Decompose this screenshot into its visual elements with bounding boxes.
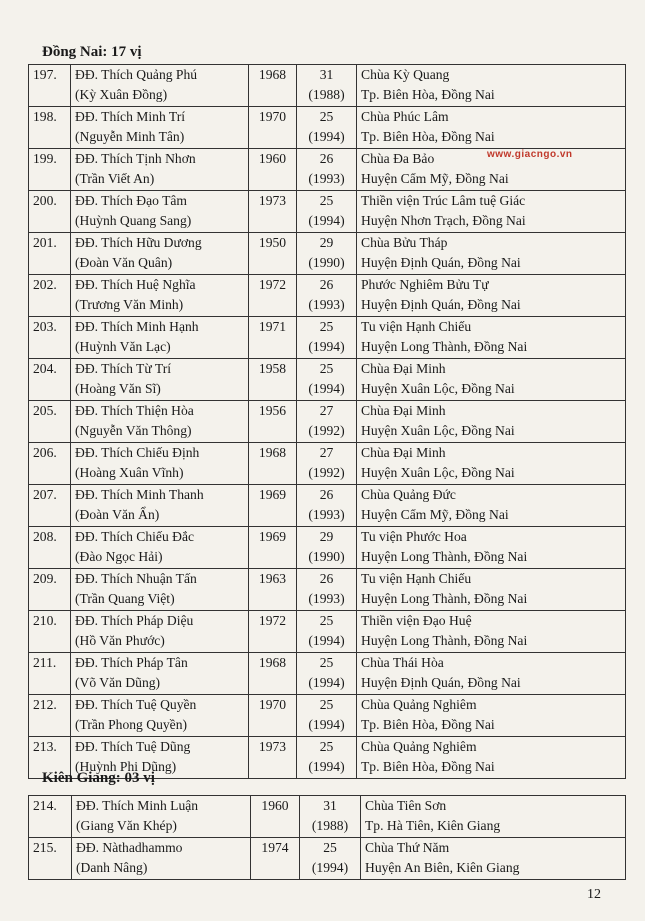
table-row (29, 358, 626, 400)
birth-year: 1972 (258, 276, 287, 292)
vassa-cell (297, 736, 357, 778)
name-cell (71, 526, 249, 568)
row-number: 201. (33, 234, 57, 250)
vassa-year: (1990) (308, 548, 345, 564)
vassa-year: (1994) (308, 632, 345, 648)
temple-name: Thiền viện Đạo Huệ (361, 612, 472, 628)
temple-location: Huyện Cẩm Mỹ, Đồng Nai (361, 170, 509, 186)
vassa-count: 25 (319, 108, 334, 124)
temple-location: Huyện Long Thành, Đồng Nai (361, 338, 528, 354)
vassa-count: 27 (319, 444, 334, 460)
vassa-cell (297, 526, 357, 568)
name-cell (71, 358, 249, 400)
vassa-year: (1994) (311, 860, 349, 875)
temple-location: Huyện An Biên, Kiên Giang (365, 860, 520, 875)
vassa-count: 25 (319, 612, 334, 628)
monk-name: ĐĐ. Thích Nhuận Tấn (75, 570, 197, 586)
temple-cell (357, 736, 626, 778)
temple-cell (357, 484, 626, 526)
row-number: 208. (33, 528, 57, 544)
temple-name: Chùa Quảng Đức (361, 486, 456, 502)
idx-cell (29, 610, 71, 652)
table-row (29, 652, 626, 694)
temple-name: Thiền viện Trúc Lâm tuệ Giác (361, 192, 526, 208)
header-spacer-cell (357, 44, 626, 64)
vassa-count: 31 (319, 66, 334, 82)
watermark: www.giacngo.vn (487, 149, 573, 160)
name-cell (71, 568, 249, 610)
vassa-year: (1994) (308, 128, 345, 144)
lay-name: (Đoàn Văn Quân) (75, 254, 173, 270)
birth-year: 1970 (258, 696, 287, 712)
monk-name: ĐĐ. Thích Minh Trí (75, 108, 186, 124)
monk-name: ĐĐ. Thích Minh Luận (76, 798, 199, 813)
idx-cell (29, 694, 71, 736)
temple-location: Huyện Định Quán, Đồng Nai (361, 254, 521, 270)
monk-name: ĐĐ. Thích Tịnh Nhơn (75, 150, 196, 166)
temple-location: Tp. Biên Hòa, Đồng Nai (361, 716, 495, 732)
table-row (29, 442, 626, 484)
lay-name: (Giang Văn Khép) (76, 818, 177, 833)
vassa-count: 26 (319, 570, 334, 586)
temple-location: Huyện Định Quán, Đồng Nai (361, 296, 521, 312)
birth-year: 1973 (258, 192, 287, 208)
temple-location: Huyện Nhơn Trạch, Đồng Nai (361, 212, 526, 228)
vassa-year: (1994) (308, 212, 345, 228)
row-number: 214. (33, 798, 57, 813)
table-row (29, 526, 626, 568)
vassa-year: (1988) (308, 86, 345, 102)
temple-name: Tu viện Hạnh Chiếu (361, 318, 472, 334)
idx-cell (29, 652, 71, 694)
idx-cell (29, 316, 71, 358)
birth-year: 1968 (258, 654, 287, 670)
name-cell (71, 610, 249, 652)
vassa-cell (297, 316, 357, 358)
vassa-cell (297, 442, 357, 484)
vassa-cell (297, 106, 357, 148)
temple-location: Huyện Cẩm Mỹ, Đồng Nai (361, 506, 509, 522)
birth-year: 1963 (258, 570, 287, 586)
temple-cell (357, 316, 626, 358)
header-spacer-cell (249, 44, 297, 64)
year-cell (249, 148, 297, 190)
lay-name: (Huỳnh Văn Lạc) (75, 338, 171, 354)
temple-location: Huyện Xuân Lộc, Đồng Nai (361, 422, 515, 438)
vassa-count: 25 (319, 738, 334, 754)
name-cell (71, 64, 249, 106)
year-cell (251, 838, 300, 880)
temple-name: Chùa Thứ Năm (365, 840, 450, 855)
birth-year: 1960 (261, 798, 289, 813)
birth-year: 1958 (258, 360, 287, 376)
temple-cell (357, 190, 626, 232)
vassa-cell (297, 190, 357, 232)
row-number: 206. (33, 444, 57, 460)
vassa-cell (297, 400, 357, 442)
vassa-cell (297, 568, 357, 610)
temple-cell (361, 796, 626, 838)
birth-year: 1956 (258, 402, 287, 418)
lay-name: (Danh Nâng) (76, 860, 148, 875)
idx-cell (29, 106, 71, 148)
name-cell (71, 190, 249, 232)
temple-cell (357, 442, 626, 484)
row-number: 211. (33, 654, 57, 670)
row-number: 202. (33, 276, 57, 292)
header-spacer-cell (71, 44, 249, 64)
birth-year: 1968 (258, 66, 287, 82)
vassa-count: 26 (319, 486, 334, 502)
temple-cell (361, 838, 626, 880)
lay-name: (Đào Ngọc Hải) (75, 548, 163, 564)
year-cell (249, 400, 297, 442)
birth-year: 1973 (258, 738, 287, 754)
temple-location: Huyện Định Quán, Đồng Nai (361, 674, 521, 690)
vassa-cell (300, 796, 361, 838)
idx-cell (29, 442, 71, 484)
vassa-cell (297, 232, 357, 274)
temple-cell (357, 106, 626, 148)
idx-cell (29, 274, 71, 316)
table-row (29, 838, 626, 880)
table-row (29, 484, 626, 526)
vassa-cell (297, 148, 357, 190)
vassa-cell (297, 64, 357, 106)
table-row (29, 64, 626, 106)
monk-name: ĐĐ. Thích Minh Hạnh (75, 318, 199, 334)
temple-location: Huyện Long Thành, Đồng Nai (361, 590, 528, 606)
temple-cell (357, 610, 626, 652)
temple-name: Chùa Kỳ Quang (361, 66, 450, 82)
vassa-year: (1992) (308, 422, 345, 438)
table-row (29, 106, 626, 148)
section-header-row (29, 44, 626, 64)
section-title-kien-giang: Kiên Giang: 03 vị (42, 770, 155, 786)
registry-table-kien-giang (28, 795, 626, 880)
temple-location: Huyện Xuân Lộc, Đồng Nai (361, 380, 515, 396)
year-cell (249, 274, 297, 316)
monk-name: ĐĐ. Thích Pháp Tân (75, 654, 188, 670)
name-cell (72, 838, 251, 880)
monk-name: ĐĐ. Thích Từ Trí (75, 360, 171, 376)
vassa-count: 26 (319, 150, 334, 166)
row-number: 212. (33, 696, 57, 712)
vassa-year: (1988) (311, 818, 349, 833)
section-title-dong-nai: Đồng Nai: 17 vị (42, 44, 142, 60)
birth-year: 1971 (258, 318, 287, 334)
idx-cell (29, 568, 71, 610)
year-cell (249, 64, 297, 106)
vassa-count: 31 (323, 798, 337, 813)
idx-cell (29, 526, 71, 568)
temple-name: Chùa Đa Bảo (361, 150, 435, 166)
name-cell (71, 106, 249, 148)
vassa-cell (297, 694, 357, 736)
row-number: 204. (33, 360, 57, 376)
name-cell (71, 652, 249, 694)
vassa-year: (1993) (308, 506, 345, 522)
vassa-cell (297, 610, 357, 652)
idx-cell (29, 190, 71, 232)
vassa-year: (1993) (308, 590, 345, 606)
row-number: 213. (33, 738, 57, 754)
birth-year: 1960 (258, 150, 287, 166)
name-cell (71, 442, 249, 484)
table-row (29, 796, 626, 838)
temple-name: Tu viện Phước Hoa (361, 528, 467, 544)
birth-year: 1968 (258, 444, 287, 460)
vassa-count: 27 (319, 402, 334, 418)
vassa-year: (1994) (308, 716, 345, 732)
name-cell (71, 274, 249, 316)
birth-year: 1950 (258, 234, 287, 250)
monk-name: ĐĐ. Thích Tuệ Quyền (75, 696, 197, 712)
idx-cell (29, 358, 71, 400)
monk-name: ĐĐ. Thích Tuệ Dũng (75, 738, 191, 754)
lay-name: (Nguyễn Văn Thông) (75, 422, 192, 438)
row-number: 203. (33, 318, 57, 334)
vassa-cell (297, 652, 357, 694)
temple-cell (357, 526, 626, 568)
name-cell (71, 694, 249, 736)
vassa-cell (297, 358, 357, 400)
monk-name: ĐĐ. Thích Hữu Dương (75, 234, 202, 250)
table-row (29, 400, 626, 442)
vassa-year: (1994) (308, 674, 345, 690)
vassa-year: (1994) (308, 758, 345, 774)
lay-name: (Hoàng Xuân Vĩnh) (75, 464, 184, 480)
year-cell (249, 106, 297, 148)
temple-name: Phước Nghiêm Bửu Tự (361, 276, 489, 292)
row-number: 200. (33, 192, 57, 208)
temple-name: Chùa Phúc Lâm (361, 108, 449, 124)
vassa-count: 25 (319, 192, 334, 208)
table-row (29, 610, 626, 652)
lay-name: (Trương Văn Minh) (75, 296, 184, 312)
year-cell (249, 610, 297, 652)
lay-name: (Võ Văn Dũng) (75, 674, 161, 690)
lay-name: (Huỳnh Quang Sang) (75, 212, 192, 228)
temple-name: Chùa Đại Minh (361, 444, 446, 460)
vassa-year: (1990) (308, 254, 345, 270)
year-cell (249, 316, 297, 358)
table-row (29, 274, 626, 316)
vassa-count: 25 (319, 696, 334, 712)
table-row (29, 568, 626, 610)
monk-name: ĐĐ. Nàthadhammo (76, 840, 183, 855)
name-cell (71, 400, 249, 442)
temple-name: Tu viện Hạnh Chiếu (361, 570, 472, 586)
temple-location: Tp. Biên Hòa, Đồng Nai (361, 758, 495, 774)
temple-location: Huyện Long Thành, Đồng Nai (361, 548, 528, 564)
lay-name: (Hồ Văn Phước) (75, 632, 165, 648)
lay-name: (Huỳnh Phi Dũng) (75, 758, 177, 774)
vassa-count: 25 (319, 360, 334, 376)
monk-name: ĐĐ. Thích Minh Thanh (75, 486, 204, 502)
temple-name: Chùa Bửu Tháp (361, 234, 448, 250)
page-number: 12 (587, 887, 601, 902)
vassa-count: 29 (319, 528, 334, 544)
temple-name: Chùa Quảng Nghiêm (361, 738, 477, 754)
row-number: 199. (33, 150, 57, 166)
vassa-cell (300, 838, 361, 880)
temple-name: Chùa Đại Minh (361, 360, 446, 376)
temple-location: Huyện Long Thành, Đồng Nai (361, 632, 528, 648)
table-row (29, 232, 626, 274)
vassa-count: 25 (319, 318, 334, 334)
year-cell (249, 736, 297, 778)
vassa-count: 25 (323, 840, 337, 855)
vassa-cell (297, 484, 357, 526)
monk-name: ĐĐ. Thích Chiếu Đắc (75, 528, 195, 544)
idx-cell (29, 838, 72, 880)
temple-location: Tp. Biên Hòa, Đồng Nai (361, 128, 495, 144)
lay-name: (Trần Quang Việt) (75, 590, 175, 606)
row-number: 198. (33, 108, 57, 124)
idx-cell (29, 484, 71, 526)
lay-name: (Nguyễn Minh Tân) (75, 128, 185, 144)
temple-cell (357, 568, 626, 610)
header-spacer-cell (29, 44, 71, 64)
temple-cell (357, 358, 626, 400)
name-cell (72, 796, 251, 838)
year-cell (249, 694, 297, 736)
name-cell (71, 316, 249, 358)
vassa-year: (1993) (308, 296, 345, 312)
monk-name: ĐĐ. Thích Thiện Hòa (75, 402, 194, 418)
birth-year: 1972 (258, 612, 287, 628)
year-cell (249, 526, 297, 568)
table-row (29, 316, 626, 358)
temple-location: Huyện Xuân Lộc, Đồng Nai (361, 464, 515, 480)
lay-name: (Hoàng Văn Sĩ) (75, 380, 161, 396)
idx-cell (29, 148, 71, 190)
temple-name: Chùa Thái Hòa (361, 654, 444, 670)
temple-name: Chùa Tiên Sơn (365, 798, 447, 813)
birth-year: 1974 (261, 840, 289, 855)
year-cell (249, 442, 297, 484)
temple-name: Chùa Quảng Nghiêm (361, 696, 477, 712)
name-cell (71, 484, 249, 526)
vassa-year: (1994) (308, 380, 345, 396)
temple-cell (357, 652, 626, 694)
row-number: 205. (33, 402, 57, 418)
row-number: 209. (33, 570, 57, 586)
vassa-year: (1993) (308, 170, 345, 186)
year-cell (249, 568, 297, 610)
name-cell (71, 148, 249, 190)
year-cell (251, 796, 300, 838)
temple-cell (357, 232, 626, 274)
vassa-year: (1994) (308, 338, 345, 354)
idx-cell (29, 64, 71, 106)
table-row (29, 694, 626, 736)
birth-year: 1970 (258, 108, 287, 124)
vassa-count: 25 (319, 654, 334, 670)
idx-cell (29, 232, 71, 274)
temple-name: Chùa Đại Minh (361, 402, 446, 418)
row-number: 215. (33, 840, 57, 855)
year-cell (249, 358, 297, 400)
header-spacer-cell (297, 44, 357, 64)
temple-cell (357, 694, 626, 736)
row-number: 197. (33, 66, 57, 82)
monk-name: ĐĐ. Thích Đạo Tâm (75, 192, 188, 208)
temple-cell (357, 274, 626, 316)
temple-location: Tp. Biên Hòa, Đồng Nai (361, 86, 495, 102)
lay-name: (Trần Viết An) (75, 170, 155, 186)
temple-location: Tp. Hà Tiên, Kiên Giang (365, 818, 501, 833)
birth-year: 1969 (258, 486, 287, 502)
temple-cell (357, 64, 626, 106)
vassa-count: 29 (319, 234, 334, 250)
birth-year: 1969 (258, 528, 287, 544)
monk-name: ĐĐ. Thích Pháp Diệu (75, 612, 194, 628)
year-cell (249, 652, 297, 694)
row-number: 207. (33, 486, 57, 502)
monk-name: ĐĐ. Thích Huệ Nghĩa (75, 276, 196, 292)
table-row (29, 190, 626, 232)
vassa-year: (1992) (308, 464, 345, 480)
monk-name: ĐĐ. Thích Quảng Phú (75, 66, 198, 82)
lay-name: (Đoàn Văn Ẩn) (75, 506, 160, 522)
lay-name: (Trần Phong Quyền) (75, 716, 188, 732)
temple-cell (357, 400, 626, 442)
row-number: 210. (33, 612, 57, 628)
monk-name: ĐĐ. Thích Chiếu Định (75, 444, 200, 460)
year-cell (249, 190, 297, 232)
idx-cell (29, 400, 71, 442)
idx-cell (29, 796, 72, 838)
vassa-count: 26 (319, 276, 334, 292)
year-cell (249, 232, 297, 274)
lay-name: (Kỳ Xuân Đồng) (75, 86, 168, 102)
name-cell (71, 232, 249, 274)
year-cell (249, 484, 297, 526)
vassa-cell (297, 274, 357, 316)
